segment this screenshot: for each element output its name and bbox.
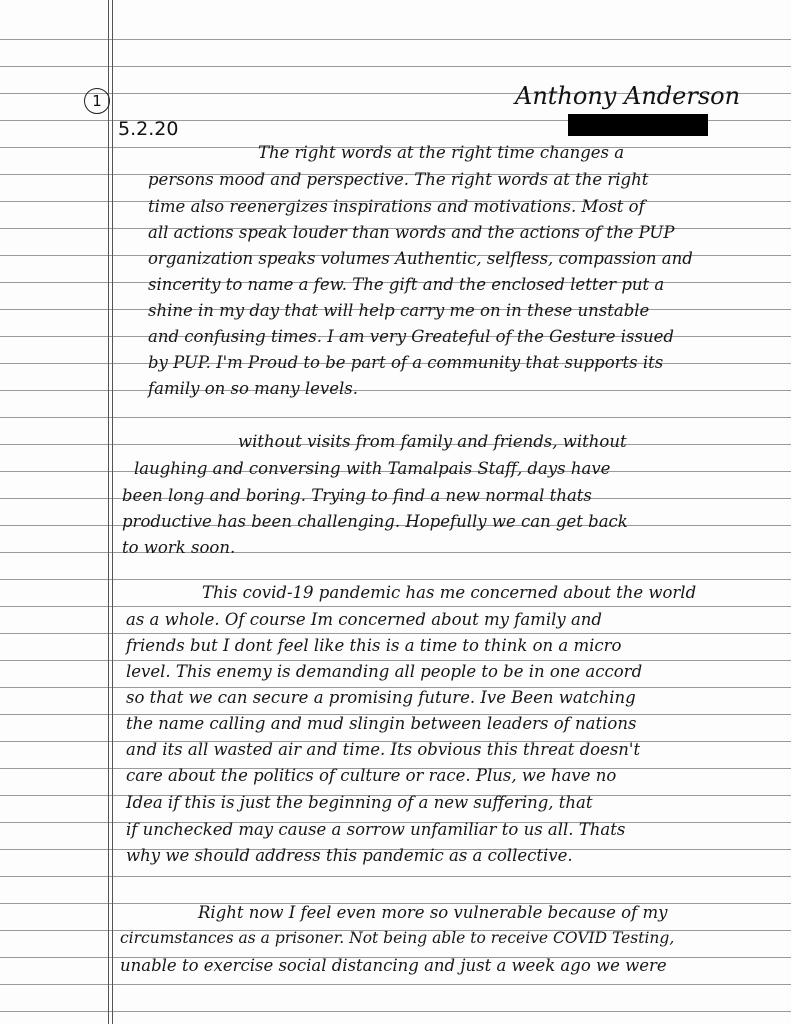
text-line: as a whole. Of course Im concerned about my family and	[126, 610, 602, 629]
text-line: The right words at the right time changes a	[258, 143, 625, 162]
text-line: without visits from family and friends, without	[238, 432, 627, 451]
margin-line	[112, 0, 113, 1024]
text-line: This covid-19 pandemic has me concerned about the world	[202, 583, 697, 602]
text-line: if unchecked may cause a sorrow unfamiliar to us all. Thats	[126, 820, 626, 839]
text-line: by PUP. I'm Proud to be part of a community that supports its	[148, 353, 664, 372]
text-line: time also reenergizes inspirations and motivations. Most of	[148, 197, 645, 216]
text-line: persons mood and perspective. The right words at the right	[148, 170, 649, 189]
text-line: Idea if this is just the beginning of a new suffering, that	[126, 793, 593, 812]
letter-date: 5.2.20	[118, 118, 179, 140]
text-line: Right now I feel even more so vulnerable because of my	[198, 903, 668, 922]
text-line: family on so many levels.	[148, 379, 358, 398]
text-line: circumstances as a prisoner. Not being able to receive COVID Testing,	[120, 929, 675, 947]
text-line: level. This enemy is demanding all people to be in one accord	[126, 662, 643, 681]
margin-line	[108, 0, 109, 1024]
author-name: Anthony Anderson	[515, 82, 741, 110]
page-number: 1	[84, 88, 110, 114]
text-line: laughing and conversing with Tamalpais Staff, days have	[134, 459, 611, 478]
text-line: been long and boring. Trying to find a new normal thats	[122, 486, 592, 505]
redaction-bar	[568, 114, 708, 136]
text-line: why we should address this pandemic as a collective.	[126, 846, 573, 865]
text-line: so that we can secure a promising future. Ive Been watching	[126, 688, 636, 707]
text-line: and its all wasted air and time. Its obvious this threat doesn't	[126, 740, 641, 759]
text-line: all actions speak louder than words and the actions of the PUP	[148, 223, 675, 242]
text-line: and confusing times. I am very Greateful of the Gesture issued	[148, 327, 674, 346]
text-line: sincerity to name a few. The gift and the enclosed letter put a	[148, 275, 665, 294]
text-line: unable to exercise social distancing and just a week ago we were	[120, 956, 667, 975]
text-line: friends but I dont feel like this is a time to think on a micro	[126, 636, 622, 655]
text-line: shine in my day that will help carry me on in these unstable	[148, 301, 650, 320]
text-line: organization speaks volumes Authentic, selfless, compassion and	[148, 249, 693, 268]
text-line: productive has been challenging. Hopefully we can get back	[122, 512, 628, 531]
text-line: care about the politics of culture or race. Plus, we have no	[126, 766, 617, 785]
text-line: the name calling and mud slingin between leaders of nations	[126, 714, 637, 733]
text-line: to work soon.	[122, 538, 236, 557]
